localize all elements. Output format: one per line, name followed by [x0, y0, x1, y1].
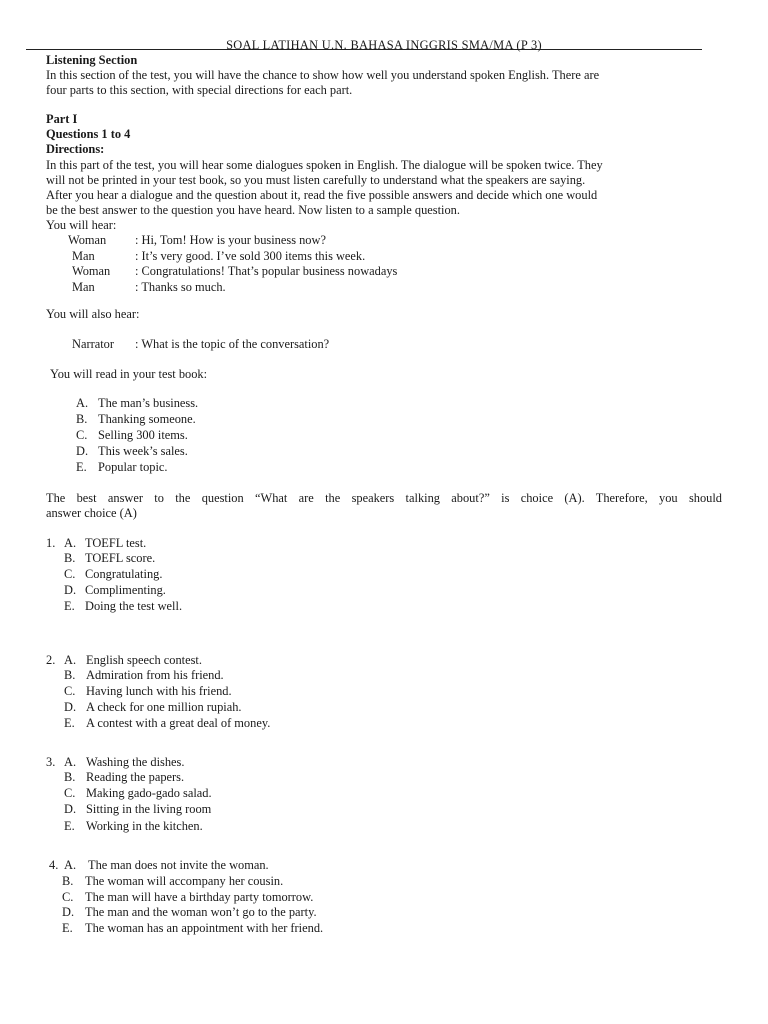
sample-dialogue [46, 233, 646, 295]
dialogue-text: : Thanks so much. [135, 279, 226, 294]
part-title: Part I [46, 112, 78, 126]
answer-option: D. The man and the woman won’t go to the party. [62, 905, 317, 919]
dialogue-line [46, 264, 646, 280]
dialogue-line [46, 280, 646, 296]
dialogue-text: : Hi, Tom! How is your business now? [135, 233, 326, 247]
speaker-name: Man [72, 248, 95, 263]
answer-option: C. Having lunch with his friend. [64, 684, 232, 698]
header-rule [26, 49, 702, 50]
answer-option: C. Selling 300 items. [76, 428, 188, 442]
answer-option: B. The woman will accompany her cousin. [62, 874, 284, 888]
you-will-hear: You will hear: [46, 218, 117, 232]
directions-line-2: will not be printed in your test book, so you must listen carefully to understand what the speakers are saying. [46, 173, 586, 187]
answer-option: E. The woman has an appointment with her friend. [62, 921, 324, 935]
read-in-test-book: You will read in your test book: [50, 367, 208, 381]
dialogue-text: : Congratulations! That’s popular business nowadays [135, 264, 398, 279]
answer-option: B. TOEFL score. [64, 551, 156, 565]
speaker-name: Woman [72, 264, 111, 279]
answer-option: D. Complimenting. [64, 583, 166, 597]
answer-option: D. Sitting in the living room [64, 802, 212, 816]
question-number: 4. [49, 858, 59, 872]
directions-line-4: be the best answer to the question you have heard. Now listen to a sample question. [46, 203, 460, 217]
dialogue-line [46, 249, 646, 265]
answer-option: A. The man does not invite the woman. [64, 858, 269, 872]
speaker-name: Woman [68, 233, 107, 247]
answer-option: E. Doing the test well. [64, 599, 183, 613]
dialogue-line [46, 233, 646, 249]
answer-option: E. Working in the kitchen. [64, 819, 203, 833]
answer-option: C. Making gado-gado salad. [64, 786, 212, 800]
also-hear: You will also hear: [46, 307, 140, 321]
answer-option: B. Thanking someone. [76, 412, 196, 426]
document-title: SOAL LATIHAN U.N. BAHASA INGGRIS SMA/MA (P 3) [226, 38, 542, 52]
answer-option: A. English speech contest. [64, 653, 202, 667]
dialogue-text: : It’s very good. I’ve sold 300 items this week. [135, 248, 366, 263]
answer-option: E. Popular topic. [76, 460, 168, 474]
intro-line-2: four parts to this section, with special directions for each part. [46, 83, 353, 97]
question-number: 2. [46, 653, 56, 667]
answer-option: C. The man will have a birthday party tomorrow. [62, 890, 314, 904]
best-answer-line-2: answer choice (A) [46, 506, 137, 520]
intro-line-1: In this section of the test, you will have the chance to show how well you understand spoken English. There are [46, 68, 600, 82]
narrator-line [46, 337, 646, 353]
answer-option: B. Reading the papers. [64, 770, 185, 784]
speaker-name: Narrator [72, 337, 114, 351]
answer-option: A. The man’s business. [76, 396, 199, 410]
question-number: 1. [46, 536, 56, 550]
answer-option: E. A contest with a great deal of money. [64, 716, 271, 730]
question-number: 3. [46, 755, 56, 769]
best-answer-line-1: The best answer to the question “What are the speakers talking about?” is choice (A). Therefore, you should [46, 491, 722, 505]
answer-option: D. A check for one million rupiah. [64, 700, 242, 714]
narrator-text: : What is the topic of the conversation? [135, 337, 330, 351]
directions-line-3: After you hear a dialogue and the question about it, read the five possible answers and decide which one would [46, 188, 598, 202]
directions-line-1: In this part of the test, you will hear some dialogues spoken in English. The dialogue will be spoken twice. They [46, 158, 603, 172]
answer-option: A. TOEFL test. [64, 536, 147, 550]
section-heading: Listening Section [46, 53, 138, 67]
answer-option: A. Washing the dishes. [64, 755, 185, 769]
answer-option: D. This week’s sales. [76, 444, 188, 458]
directions-label: Directions: [46, 142, 105, 156]
questions-range: Questions 1 to 4 [46, 127, 131, 141]
answer-option: C. Congratulating. [64, 567, 163, 581]
speaker-name: Man [72, 279, 95, 294]
answer-option: B. Admiration from his friend. [64, 668, 224, 682]
